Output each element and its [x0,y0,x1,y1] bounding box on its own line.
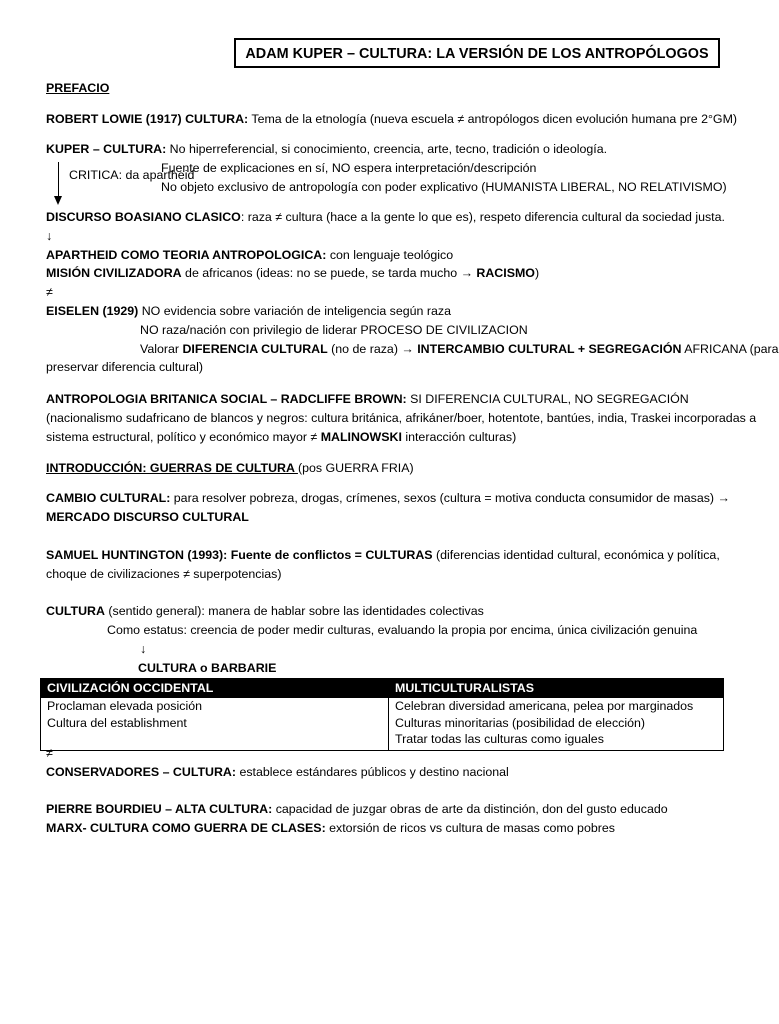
radcliffe-malinowski: MALINOWSKI [320,430,402,444]
paragraph-cambio [46,491,730,506]
cambio-label: CAMBIO CULTURAL: [46,491,171,505]
apartheid-label: APARTHEID COMO TEORIA ANTROPOLOGICA: [46,248,327,262]
cambio-text: para resolver pobreza, drogas, crímenes, sexos (cultura = motiva conducta consumidor de masas) [170,491,718,505]
eiselen-l3-e: AFRICANA (para [681,342,779,356]
table-header-civilizacion: CIVILIZACIÓN OCCIDENTAL [41,679,389,698]
mision-label: MISIÓN CIVILIZADORA [46,266,182,280]
list-item: Cultura del establishment [47,715,187,730]
not-equal-symbol: ≠ [46,285,53,299]
eiselen-line-2: NO raza/nación con privilegio de liderar PROCESO DE CIVILIZACION [140,323,528,337]
eiselen-label: EISELEN (1929) [46,304,139,318]
not-equal-symbol: ≠ [46,746,53,760]
paragraph-conservadores [46,765,509,780]
eiselen-l3-c: (no de raza) [327,342,402,356]
paragraph-lowie [46,112,737,127]
eiselen-l3-d: INTERCAMBIO CULTURAL + SEGREGACIÓN [413,342,682,356]
cultura-label: CULTURA [46,604,105,618]
boasiano-text: : raza ≠ cultura (hace a la gente lo que es), respeto diferencia cultural da sociedad justa. [240,210,725,224]
down-arrow-icon: ↓ [140,642,147,656]
paragraph-marx [46,821,615,836]
lowie-text: Tema de la etnología (nueva escuela ≠ antropólogos dicen evolución humana pre 2°GM) [248,112,738,126]
paragraph-cultura [46,604,484,619]
lowie-label: ROBERT LOWIE (1917) CULTURA: [46,112,249,126]
radcliffe-tail: interacción culturas) [401,430,517,444]
huntington-label: SAMUEL HUNTINGTON (1993): Fuente de conflictos = CULTURAS [46,548,433,562]
intro-text: (pos GUERRA FRIA) [297,461,414,475]
kuper-line-2: Fuente de explicaciones en sí, NO espera interpretación/descripción [161,161,537,175]
list-item: Celebran diversidad americana, pelea por marginados [395,699,694,713]
kuper-text: No hiperreferencial, si conocimiento, creencia, arte, tecno, tradición o ideología. [166,142,608,156]
right-arrow-icon: → [460,266,473,280]
page-title: ADAM KUPER – CULTURA: LA VERSIÓN DE LOS ANTROPÓLOGOS [245,46,709,62]
mision-text: de africanos (ideas: no se puede, se tarda mucho [181,266,461,280]
paragraph-bourdieu [46,802,668,817]
table-cell-left [41,698,389,751]
paragraph-huntington [46,546,762,584]
title-box [234,38,720,68]
table-header-row [41,679,724,698]
eiselen-l3-b: DIFERENCIA CULTURAL [182,342,328,356]
cultura-table [40,678,724,751]
critica-arrow-head-icon [54,196,62,205]
bourdieu-text: capacidad de juzgar obras de arte da distinción, don del gusto educado [272,802,668,816]
table-cell-right [389,698,724,751]
cultura-text: (sentido general): manera de hablar sobre las identidades colectivas [104,604,484,618]
right-arrow-icon: → [717,491,730,505]
paragraph-boasiano [46,210,725,225]
eiselen-line-4: preservar diferencia cultural) [46,360,204,374]
huntington-text: (diferencias identidad cultural, económica y política, choque de civilizaciones ≠ superpotencias) [46,548,720,581]
list-item: Tratar todas las culturas como iguales [395,732,604,746]
cambio-line-2: MERCADO DISCURSO CULTURAL [46,510,249,524]
eiselen-l3-a: Valorar [140,342,183,356]
list-item: Culturas minoritarias (posibilidad de elección) [395,715,645,730]
apartheid-text: con lenguaje teológico [326,248,454,262]
table-row [41,698,724,751]
bourdieu-label: PIERRE BOURDIEU – ALTA CULTURA: [46,802,273,816]
kuper-label: KUPER – CULTURA: [46,142,167,156]
paragraph-kuper [46,142,607,157]
kuper-line-3: No objeto exclusivo de antropología con poder explicativo (HUMANISTA LIBERAL, NO RELATIVISMO) [161,180,727,194]
paragraph-radcliffe [46,390,762,447]
marx-label: MARX- CULTURA COMO GUERRA DE CLASES: [46,821,326,835]
critica-arrow-shaft [58,162,59,200]
paragraph-apartheid [46,248,453,263]
cultura-line-2: Como estatus: creencia de poder medir culturas, evaluando la propia por encima, única civilización genuina [107,623,698,637]
intro-label: INTRODUCCIÓN: GUERRAS DE CULTURA [46,461,298,475]
mision-racismo: RACISMO [472,266,535,280]
down-arrow-icon: ↓ [46,229,53,243]
section-heading-introduccion [46,461,414,476]
paragraph-eiselen [46,304,451,319]
radcliffe-label: ANTROPOLOGIA BRITANICA SOCIAL – RADCLIFFE BROWN: [46,392,407,406]
mision-close: ) [534,266,540,280]
conservadores-label: CONSERVADORES – CULTURA: [46,765,237,779]
boasiano-label: DISCURSO BOASIANO CLASICO [46,210,241,224]
radcliffe-text: SI DIFERENCIA CULTURAL, NO SEGREGACIÓN (nacionalismo sudafricano de blancos y negros: cultura británica, afrikáner/boer, hotentote, bantúes, india, Traskei incorporadas a sistema estructural, político y económico mayor ≠ [46,392,757,444]
kuper-critica-note: CRITICA: da apartheid [69,168,195,182]
cultura-barbarie: CULTURA o BARBARIE [138,661,277,675]
paragraph-mision [46,266,539,281]
marx-text: extorsión de ricos vs cultura de masas como pobres [325,821,615,835]
eiselen-text: NO evidencia sobre variación de inteligencia según raza [138,304,451,318]
conservadores-text: establece estándares públicos y destino nacional [236,765,509,779]
eiselen-line-3 [140,342,779,357]
section-heading-prefacio: PREFACIO [46,81,110,95]
table-header-multiculturalistas: MULTICULTURALISTAS [389,679,724,698]
list-item: Proclaman elevada posición [47,699,202,713]
right-arrow-icon: → [401,342,414,356]
